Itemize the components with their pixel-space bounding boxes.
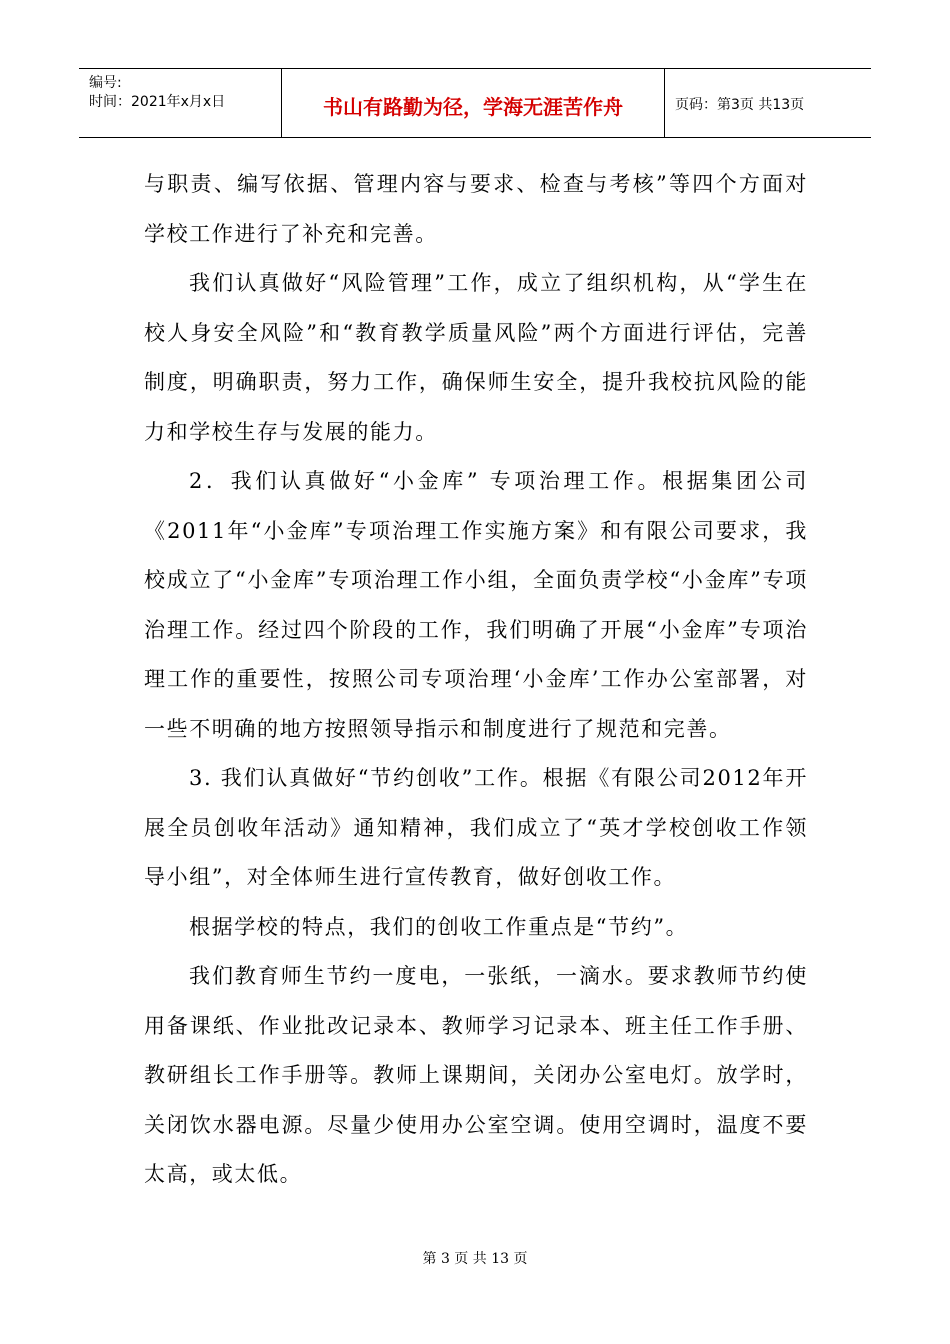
document-body bbox=[144, 160, 808, 1200]
header-motto-cell bbox=[282, 69, 665, 137]
header-info-cell bbox=[79, 69, 282, 137]
paragraph: 我们教育师生节约一度电，一张纸，一滴水。要求教师节约使用备课纸、作业批改记录本、教师学习记录本、班主任工作手册、教研组长工作手册等。教师上课期间，关闭办公室电灯。放学时，关闭饮水器电源。尽量少使用办公室空调。使用空调时，温度不要太高，或太低。 bbox=[144, 964, 808, 1186]
page-reference: 页码：第3页 共13页 bbox=[675, 97, 805, 113]
paragraph: 与职责、编写依据、管理内容与要求、检查与考核”等四个方面对学校工作进行了补充和完善。 bbox=[144, 172, 808, 246]
date-line: 时间：2021年x月x日 bbox=[89, 94, 226, 110]
page-header bbox=[79, 68, 871, 138]
page-footer: 第 3 页 共 13 页 bbox=[422, 1251, 528, 1267]
motto: 书山有路勤为径，学海无涯苦作舟 bbox=[323, 95, 623, 119]
paragraph: 3. 我们认真做好“节约创收”工作。根据《有限公司2012年开展全员创收年活动》通知精神，我们成立了“英才学校创收工作领导小组”，对全体师生进行宣传教育，做好创收工作。 bbox=[144, 766, 808, 889]
paragraph: 我们认真做好“风险管理”工作，成立了组织机构，从“学生在校人身安全风险”和“教育教学质量风险”两个方面进行评估，完善制度，明确职责，努力工作，确保师生安全，提升我校抗风险的能力和学校生存与发展的能力。 bbox=[144, 271, 808, 444]
paragraph: 2．我们认真做好“小金库” 专项治理工作。根据集团公司《2011年“小金库”专项治理工作实施方案》和有限公司要求，我校成立了“小金库”专项治理工作小组，全面负责学校“小金库”专项治理工作。经过四个阶段的工作，我们明确了开展“小金库”专项治理工作的重要性，按照公司专项治理‘小金库’工作办公室部署，对一些不明确的地方按照领导指示和制度进行了规范和完善。 bbox=[144, 469, 808, 741]
doc-number-label: 编号: bbox=[89, 75, 122, 91]
header-page-cell bbox=[665, 69, 871, 137]
paragraph: 根据学校的特点，我们的创收工作重点是“节约”。 bbox=[189, 914, 689, 939]
